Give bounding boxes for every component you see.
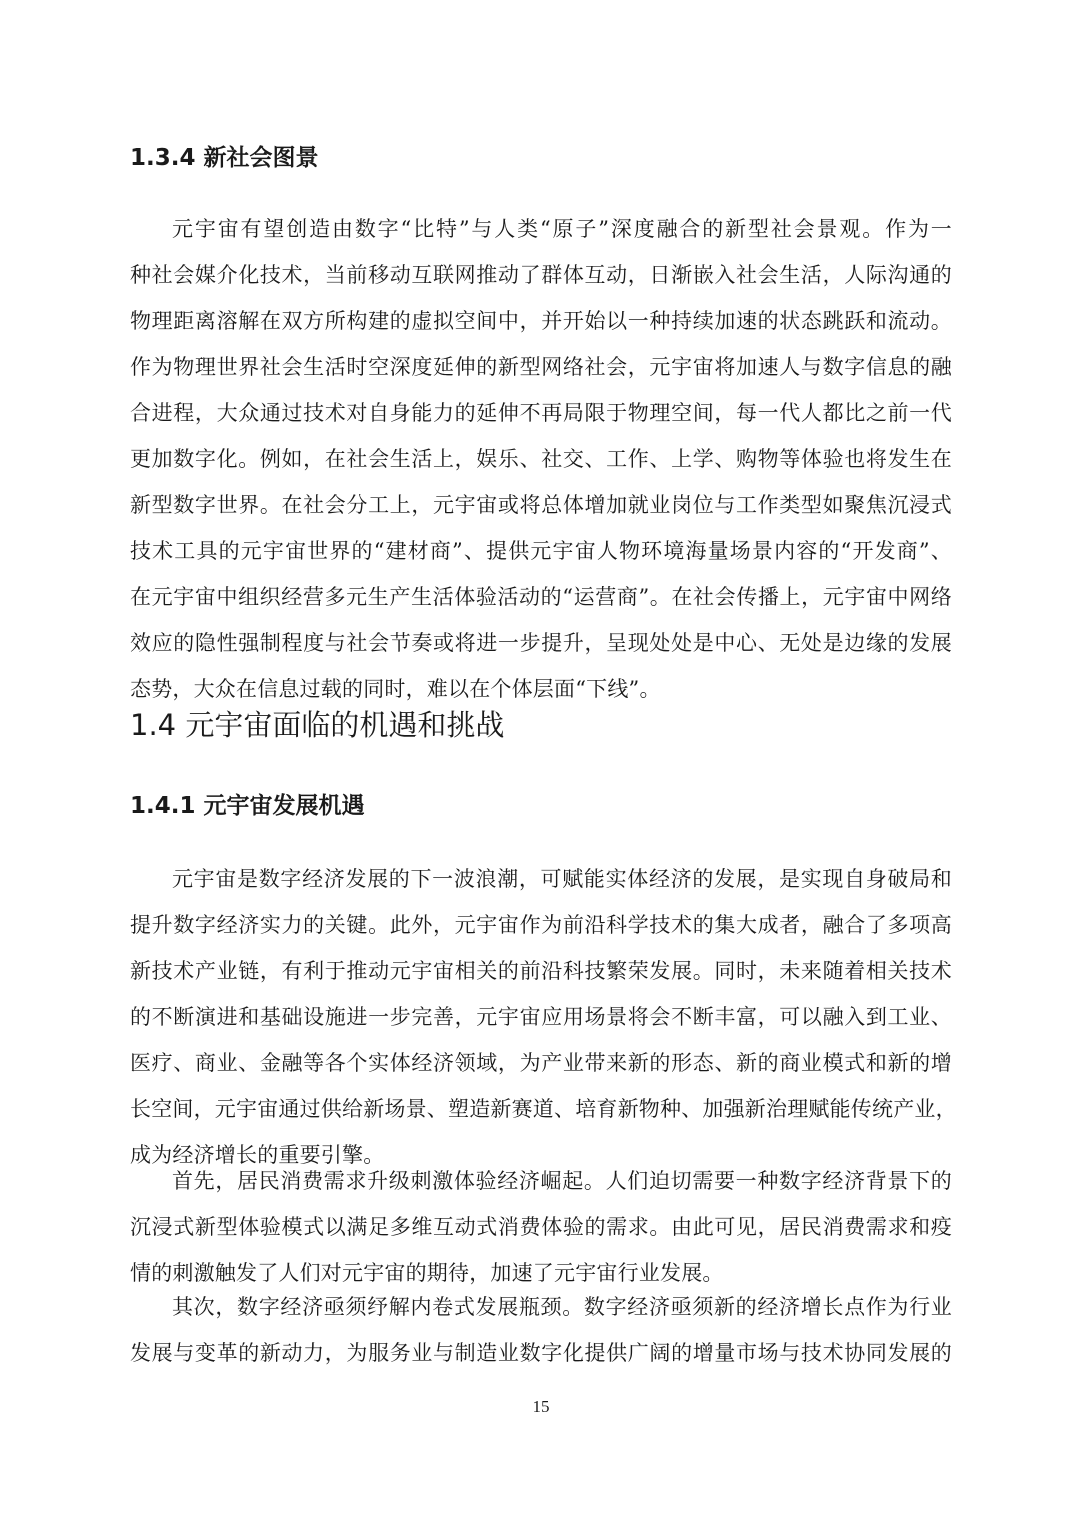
- text-line: 首先，居民消费需求升级刺激体验经济崛起。人们迫切需要一种数字经济背景下的: [172, 1169, 952, 1193]
- text-line: 新技术产业链，有利于推动元宇宙相关的前沿科技繁荣发展。同时，未来随着相关技术: [130, 959, 952, 983]
- paragraph-consumer-demand: [130, 1158, 952, 1296]
- text-line: 长空间，元宇宙通过供给新场景、塑造新赛道、培育新物种、加强新治理赋能传统产业，: [130, 1097, 957, 1121]
- text-line: 效应的隐性强制程度与社会节奏或将进一步提升，呈现处处是中心、无处是边缘的发展: [130, 631, 952, 655]
- text-line: 种社会媒介化技术，当前移动互联网推动了群体互动，日渐嵌入社会生活，人际沟通的: [130, 263, 952, 287]
- section-heading-1-4: 1.4 元宇宙面临的机遇和挑战: [130, 708, 505, 742]
- text-line: 医疗、商业、金融等各个实体经济领域，为产业带来新的形态、新的商业模式和新的增: [130, 1051, 952, 1075]
- text-line: 元宇宙是数字经济发展的下一波浪潮，可赋能实体经济的发展，是实现自身破局和: [172, 867, 952, 891]
- text-line: 态势，大众在信息过载的同时，难以在个体层面“下线”。: [130, 677, 661, 701]
- text-line: 技术工具的元宇宙世界的“建材商”、提供元宇宙人物环境海量场景内容的“开发商”、: [130, 539, 952, 563]
- text-line: 成为经济增长的重要引擎。: [130, 1143, 385, 1167]
- text-line: 更加数字化。例如，在社会生活上，娱乐、社交、工作、上学、购物等体验也将发生在: [130, 447, 952, 471]
- paragraph-new-social-landscape: [130, 206, 952, 712]
- text-line: 发展与变革的新动力，为服务业与制造业数字化提供广阔的增量市场与技术协同发展的: [130, 1341, 952, 1365]
- page-number: 15: [532, 1397, 550, 1416]
- text-line: 其次，数字经济亟须纾解内卷式发展瓶颈。数字经济亟须新的经济增长点作为行业: [172, 1295, 952, 1319]
- text-line: 新型数字世界。在社会分工上，元宇宙或将总体增加就业岗位与工作类型如聚焦沉浸式: [130, 493, 952, 517]
- paragraph-development-opportunity: [130, 856, 957, 1178]
- text-line: 的不断演进和基础设施进一步完善，元宇宙应用场景将会不断丰富，可以融入到工业、: [130, 1005, 952, 1029]
- section-heading-1-3-4: 1.3.4 新社会图景: [130, 145, 319, 171]
- paragraph-digital-economy-bottleneck: [130, 1284, 952, 1376]
- text-line: 情的刺激触发了人们对元宇宙的期待，加速了元宇宙行业发展。: [130, 1261, 724, 1285]
- document-page: [130, 0, 957, 1526]
- text-line: 在元宇宙中组织经营多元生产生活体验活动的“运营商”。在社会传播上，元宇宙中网络: [130, 585, 952, 609]
- text-line: 沉浸式新型体验模式以满足多维互动式消费体验的需求。由此可见，居民消费需求和疫: [130, 1215, 952, 1239]
- text-line: 作为物理世界社会生活时空深度延伸的新型网络社会，元宇宙将加速人与数字信息的融: [130, 355, 952, 379]
- text-line: 元宇宙有望创造由数字“比特”与人类“原子”深度融合的新型社会景观。作为一: [172, 217, 952, 241]
- text-line: 合进程，大众通过技术对自身能力的延伸不再局限于物理空间，每一代人都比之前一代: [130, 401, 952, 425]
- section-heading-1-4-1: 1.4.1 元宇宙发展机遇: [130, 793, 365, 819]
- text-line: 提升数字经济实力的关键。此外，元宇宙作为前沿科学技术的集大成者，融合了多项高: [130, 913, 952, 937]
- text-line: 物理距离溶解在双方所构建的虚拟空间中，并开始以一种持续加速的状态跳跃和流动。: [130, 309, 952, 333]
